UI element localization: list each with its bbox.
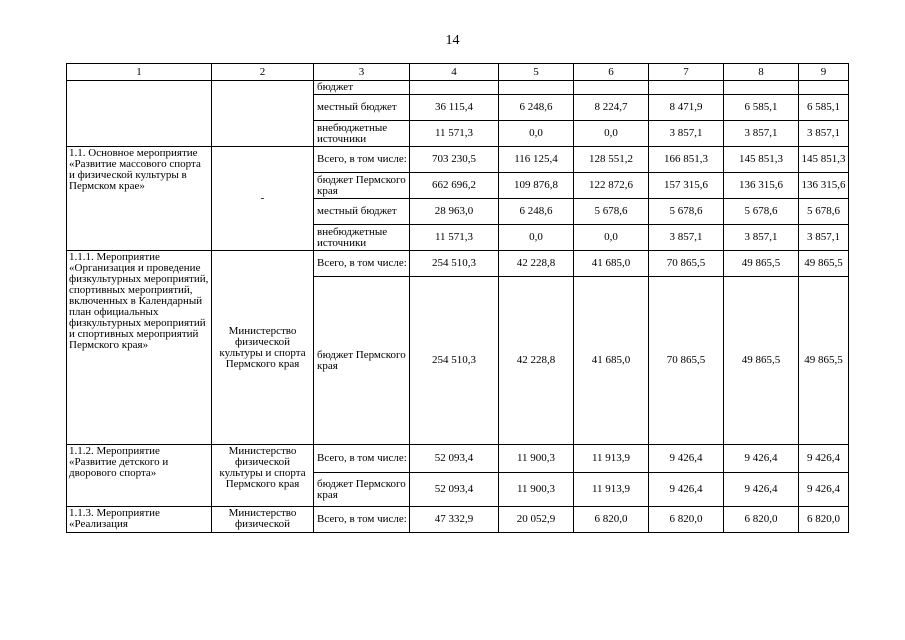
value-cell: 52 093,4 xyxy=(410,473,499,507)
executor-dash: - xyxy=(212,147,314,251)
value-cell: 0,0 xyxy=(574,225,649,251)
value-cell: 28 963,0 xyxy=(410,199,499,225)
header-row xyxy=(67,64,849,81)
value-cell: 9 426,4 xyxy=(649,445,724,473)
value-cell: 5 678,6 xyxy=(724,199,799,225)
value-cell: 254 510,3 xyxy=(410,251,499,277)
value-cell: 11 900,3 xyxy=(499,445,574,473)
value-cell: 3 857,1 xyxy=(649,225,724,251)
source-cell: бюджет Пермского края xyxy=(314,277,410,445)
value-cell: 11 571,3 xyxy=(410,121,499,147)
source-cell: Всего, в том числе: xyxy=(314,251,410,277)
value-cell: 3 857,1 xyxy=(799,121,849,147)
value-cell: 9 426,4 xyxy=(649,473,724,507)
value-cell: 6 820,0 xyxy=(574,507,649,533)
header-cell: 4 xyxy=(410,64,499,81)
header-cell: 1 xyxy=(67,64,212,81)
value-cell: 6 248,6 xyxy=(499,95,574,121)
value-cell: 6 820,0 xyxy=(724,507,799,533)
value-cell: 47 332,9 xyxy=(410,507,499,533)
value-cell: 11 913,9 xyxy=(574,445,649,473)
value-cell: 8 224,7 xyxy=(574,95,649,121)
value-cell: 157 315,6 xyxy=(649,173,724,199)
value-cell: 166 851,3 xyxy=(649,147,724,173)
value-cell: 5 678,6 xyxy=(574,199,649,225)
header-cell: 9 xyxy=(799,64,849,81)
executor-cell-empty xyxy=(212,81,314,147)
value-cell: 136 315,6 xyxy=(799,173,849,199)
table-row xyxy=(67,251,849,277)
activity-1-1: 1.1. Основное мероприятие «Развитие массового спорта и физической культуры в Пермском крае» xyxy=(67,147,212,251)
header-cell: 8 xyxy=(724,64,799,81)
value-cell: 49 865,5 xyxy=(724,277,799,445)
value-cell: 70 865,5 xyxy=(649,277,724,445)
activity-cell-empty xyxy=(67,81,212,147)
value-cell: 11 900,3 xyxy=(499,473,574,507)
value-cell: 0,0 xyxy=(499,121,574,147)
source-cell: Всего, в том числе: xyxy=(314,147,410,173)
table-row xyxy=(67,445,849,473)
value-cell: 49 865,5 xyxy=(799,251,849,277)
value-cell: 3 857,1 xyxy=(724,225,799,251)
value-cell: 9 426,4 xyxy=(799,445,849,473)
value-cell: 3 857,1 xyxy=(799,225,849,251)
header-cell: 3 xyxy=(314,64,410,81)
table-row xyxy=(67,507,849,533)
value-cell: 8 471,9 xyxy=(649,95,724,121)
value-cell: 70 865,5 xyxy=(649,251,724,277)
value-cell: 49 865,5 xyxy=(799,277,849,445)
table-row xyxy=(67,147,849,173)
header-cell: 6 xyxy=(574,64,649,81)
header-cell: 5 xyxy=(499,64,574,81)
activity-1-1-3: 1.1.3. Мероприятие «Реализация xyxy=(67,507,212,533)
value-cell: 122 872,6 xyxy=(574,173,649,199)
value-cell: 9 426,4 xyxy=(799,473,849,507)
value-cell: 11 913,9 xyxy=(574,473,649,507)
executor-ministry-partial: Министерство физической xyxy=(212,507,314,533)
executor-ministry: Министерство физической культуры и спорта Пермского края xyxy=(212,251,314,445)
value-cell: 9 426,4 xyxy=(724,473,799,507)
source-cell: местный бюджет xyxy=(314,199,410,225)
value-cell: 254 510,3 xyxy=(410,277,499,445)
page-number: 14 xyxy=(445,33,460,48)
value-cell: 6 248,6 xyxy=(499,199,574,225)
value-cell: 52 093,4 xyxy=(410,445,499,473)
value-cell: 0,0 xyxy=(499,225,574,251)
value-cell: 6 820,0 xyxy=(649,507,724,533)
source-cell: местный бюджет xyxy=(314,95,410,121)
table-row xyxy=(67,81,849,95)
value-cell: 5 678,6 xyxy=(649,199,724,225)
value-cell: 662 696,2 xyxy=(410,173,499,199)
source-cell: бюджет Пермского края xyxy=(314,173,410,199)
value-cell: 0,0 xyxy=(574,121,649,147)
value-cell: 41 685,0 xyxy=(574,251,649,277)
source-cell: Всего, в том числе: xyxy=(314,445,410,473)
value-cell: 136 315,6 xyxy=(724,173,799,199)
header-cell: 7 xyxy=(649,64,724,81)
source-cell: внебюджетные источники xyxy=(314,225,410,251)
value-cell: 42 228,8 xyxy=(499,277,574,445)
value-cell: 42 228,8 xyxy=(499,251,574,277)
value-cell: 703 230,5 xyxy=(410,147,499,173)
value-cell: 6 820,0 xyxy=(799,507,849,533)
value-cell: 128 551,2 xyxy=(574,147,649,173)
value-cell: 145 851,3 xyxy=(724,147,799,173)
value-cell: 6 585,1 xyxy=(724,95,799,121)
budget-table xyxy=(66,63,849,533)
value-cell: 36 115,4 xyxy=(410,95,499,121)
value-cell: 109 876,8 xyxy=(499,173,574,199)
value-cell: 41 685,0 xyxy=(574,277,649,445)
value-cell: 5 678,6 xyxy=(799,199,849,225)
value-cell: 20 052,9 xyxy=(499,507,574,533)
source-cell: внебюджетные источники xyxy=(314,121,410,147)
source-cell: бюджет Пермского края xyxy=(314,473,410,507)
value-cell: 49 865,5 xyxy=(724,251,799,277)
activity-1-1-1: 1.1.1. Мероприятие «Организация и проведение физкультурных мероприятий, спортивных мероприятий, включенных в Календарный план официальных физкультурных мероприятий и спортивных мероприятий Пермского края» xyxy=(67,251,212,445)
header-cell: 2 xyxy=(212,64,314,81)
value-cell: 9 426,4 xyxy=(724,445,799,473)
value-cell: 145 851,3 xyxy=(799,147,849,173)
value-cell: 3 857,1 xyxy=(649,121,724,147)
value-cell: 6 585,1 xyxy=(799,95,849,121)
activity-1-1-2: 1.1.2. Мероприятие «Развитие детского и дворового спорта» xyxy=(67,445,212,507)
value-cell: 11 571,3 xyxy=(410,225,499,251)
value-cell: 3 857,1 xyxy=(724,121,799,147)
value-cell: 116 125,4 xyxy=(499,147,574,173)
source-cell: бюджет xyxy=(314,81,410,95)
executor-ministry: Министерство физической культуры и спорта Пермского края xyxy=(212,445,314,507)
source-cell: Всего, в том числе: xyxy=(314,507,410,533)
